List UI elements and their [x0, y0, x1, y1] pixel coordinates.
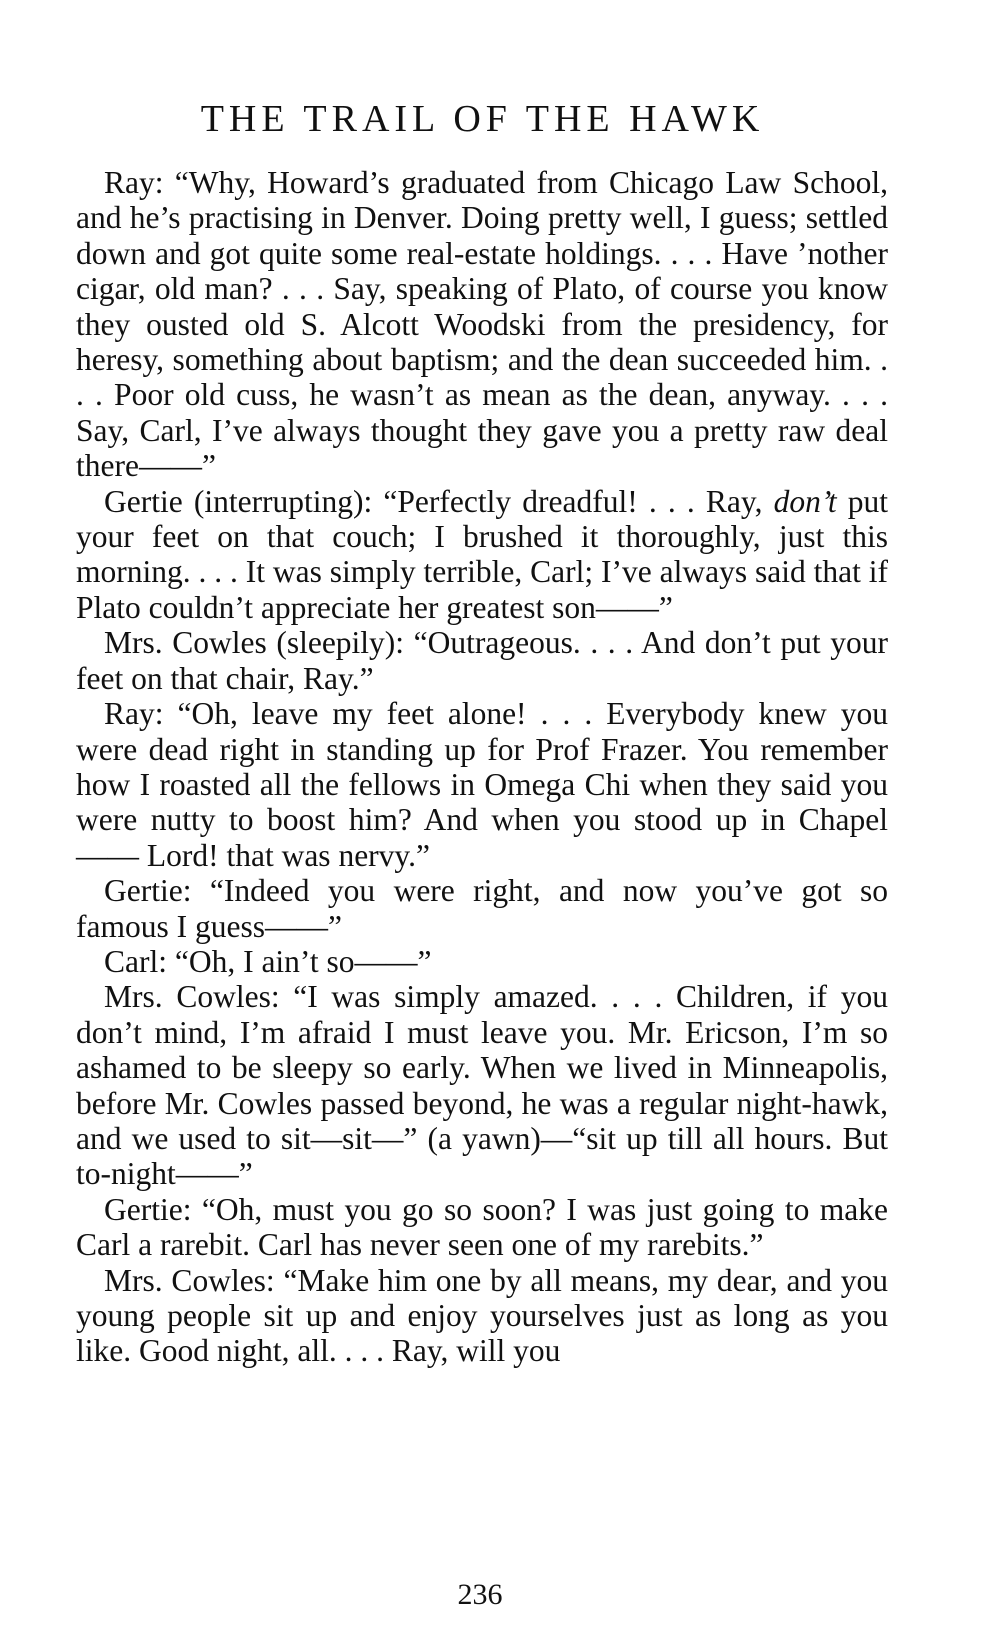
paragraph-mrs-cowles-1: Mrs. Cowles (sleepily): “Outrageous. . . . And don’t put your feet on that chair, Ray.” — [76, 625, 888, 696]
page-number: 236 — [457, 1578, 503, 1611]
paragraph-ray-2: Ray: “Oh, leave my feet alone! . . . Everybody knew you were dead right in standing up for Prof Frazer. You remember how I roasted all the fellows in Omega Chi when they said you were nutty to boost him? And when you stood up in Chapel—— Lord! that was nervy.” — [76, 696, 888, 873]
running-head: THE TRAIL OF THE HAWK — [200, 98, 765, 140]
paragraph-mrs-cowles-2: Mrs. Cowles: “I was simply amazed. . . . Children, if you don’t mind, I’m afraid I must leave you. Mr. Ericson, I’m so ashamed to be sleepy so early. When we lived in Minneapolis, before Mr. Cowles passed beyond, he was a regular night-hawk, and we used to sit—sit—” (a yawn)—“sit up till all hours. But to-night——” — [76, 979, 888, 1192]
paragraph-gertie-1-text-rest: put your feet on that couch; I brushed it thoroughly, just this morning. . . . It was simply terrible, Carl; I’ve always said that if Plato couldn’t appreciate her greatest son——” — [76, 483, 888, 625]
paragraph-carl-1: Carl: “Oh, I ain’t so——” — [104, 943, 432, 979]
body-text — [76, 165, 888, 1369]
emphasis-dont: don’t — [773, 483, 837, 519]
paragraph-gertie-2: Gertie: “Indeed you were right, and now you’ve got so famous I guess——” — [76, 873, 888, 944]
paragraph-ray-1: Ray: “Why, Howard’s graduated from Chicago Law School, and he’s practising in Denver. Doing pretty well, I guess; settled down and got quite some real-estate holdings. . . . Have ’nother cigar, old man? . . . Say, speaking of Plato, of course you know they ousted old S. Alcott Woodski from the presidency, for heresy, something about baptism; and the dean succeeded him. . . . Poor old cuss, he wasn’t as mean as the dean, anyway. . . . Say, Carl, I’ve always thought they gave you a pretty raw deal there——” — [76, 165, 888, 484]
paragraph-gertie-1 — [76, 484, 888, 626]
paragraph-gertie-3: Gertie: “Oh, must you go so soon? I was just going to make Carl a rarebit. Carl has never seen one of my rarebits.” — [76, 1191, 888, 1263]
paragraph-mrs-cowles-3: Mrs. Cowles: “Make him one by all means, my dear, and you young people sit up and enjoy yourselves just as long as you like. Good night, all. . . . Ray, will you — [76, 1262, 888, 1369]
paragraph-gertie-1-text: Gertie (interrupting): “Perfectly dreadful! . . . Ray, — [104, 483, 774, 519]
